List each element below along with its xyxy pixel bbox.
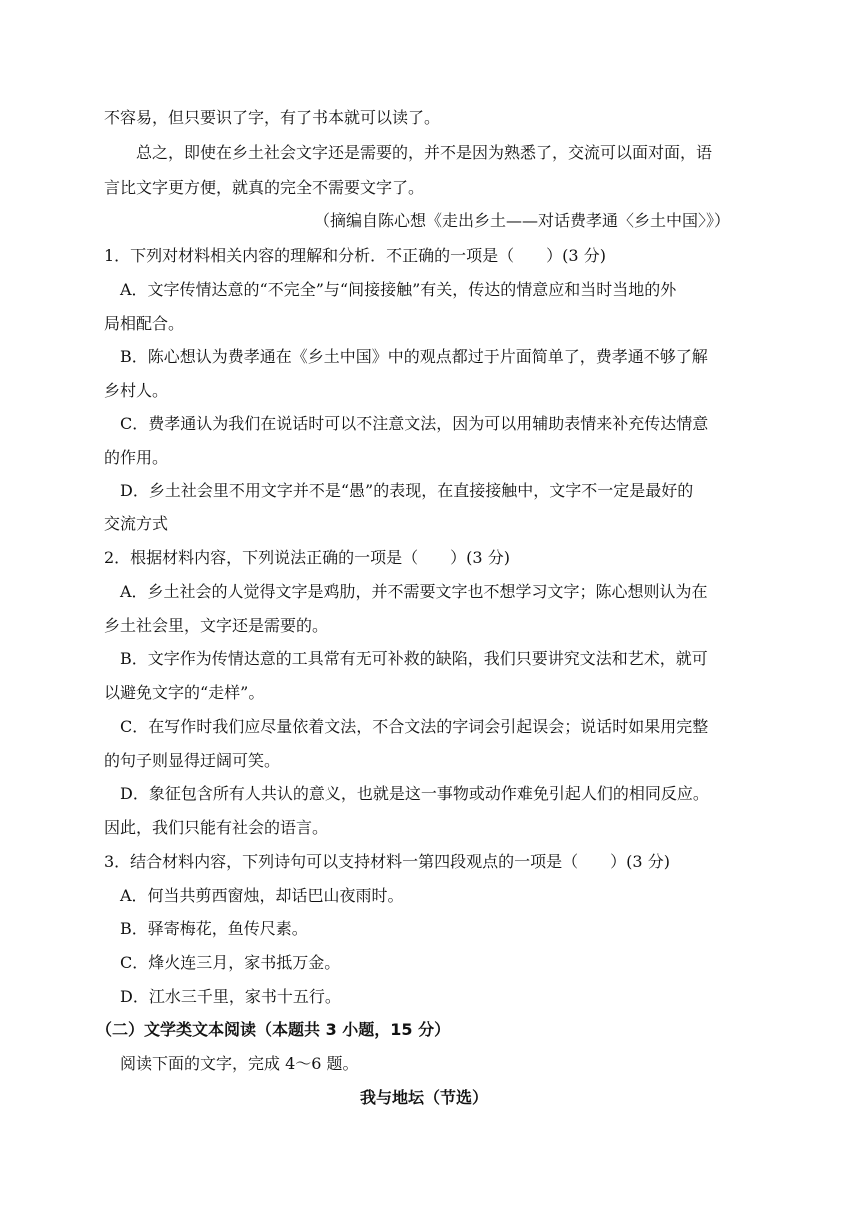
text-line: 因此，我们只能有社会的语言。 <box>104 818 329 837</box>
section-heading: （二）文学类文本阅读（本题共 3 小题，15 分） <box>96 1020 451 1039</box>
option-2b: B．文字作为传情达意的工具常有无可补救的缺陷，我们只要讲究文法和艺术，就可 <box>120 649 708 668</box>
question-2: 2．根据材料内容，下列说法正确的一项是（ ）(3 分) <box>104 548 510 567</box>
option-3b: B．驿寄梅花，鱼传尺素。 <box>120 919 308 938</box>
citation: （摘编自陈心想《走出乡土——对话费孝通〈乡土中国〉》） <box>314 211 731 230</box>
option-1c: C．费孝通认为我们在说话时可以不注意文法，因为可以用辅助表情来补充传达情意 <box>120 414 709 433</box>
option-2d: D．象征包含所有人共认的意义，也就是这一事物或动作难免引起人们的相同反应。 <box>120 784 709 803</box>
option-3c: C．烽火连三月，家书抵万金。 <box>120 953 341 972</box>
option-3a: A．何当共剪西窗烛，却话巴山夜雨时。 <box>120 886 404 905</box>
question-3: 3．结合材料内容，下列诗句可以支持材料一第四段观点的一项是（ ）(3 分) <box>104 852 670 871</box>
instruction: 阅读下面的文字，完成 4～6 题。 <box>120 1054 359 1073</box>
text-line: 以避免文字的“走样”。 <box>104 683 265 702</box>
option-2a: A．乡土社会的人觉得文字是鸡肋，并不需要文字也不想学习文字；陈心想则认为在 <box>120 582 708 601</box>
option-1a: A．文字传情达意的“不完全”与“间接接触”有关，传达的情意应和当时当地的外 <box>120 280 677 299</box>
text-line: 不容易，但只要识了字，有了书本就可以读了。 <box>104 108 441 127</box>
option-3d: D．江水三千里，家书十五行。 <box>120 987 341 1006</box>
text-line: 的句子则显得迂阔可笑。 <box>104 751 281 770</box>
text-line: 的作用。 <box>104 448 169 467</box>
option-2c: C．在写作时我们应尽量依着文法，不合文法的字词会引起误会；说话时如果用完整 <box>120 717 709 736</box>
text-line: 乡土社会里，文字还是需要的。 <box>104 616 329 635</box>
question-1: 1．下列对材料相关内容的理解和分析．不正确的一项是（ ）(3 分) <box>104 246 606 265</box>
option-1d: D．乡土社会里不用文字并不是“愚”的表现，在直接接触中，文字不一定是最好的 <box>120 481 694 500</box>
passage-title: 我与地坛（节选） <box>360 1088 489 1107</box>
text-line: 局相配合。 <box>104 314 185 333</box>
text-line: 总之，即使在乡土社会文字还是需要的，并不是因为熟悉了，交流可以面对面，语 <box>136 143 713 162</box>
text-line: 乡村人。 <box>104 381 169 400</box>
option-1b: B．陈心想认为费孝通在《乡土中国》中的观点都过于片面简单了，费孝通不够了解 <box>120 347 708 366</box>
text-line: 言比文字更方便，就真的完全不需要文字了。 <box>104 178 425 197</box>
text-line: 交流方式 <box>104 514 169 533</box>
